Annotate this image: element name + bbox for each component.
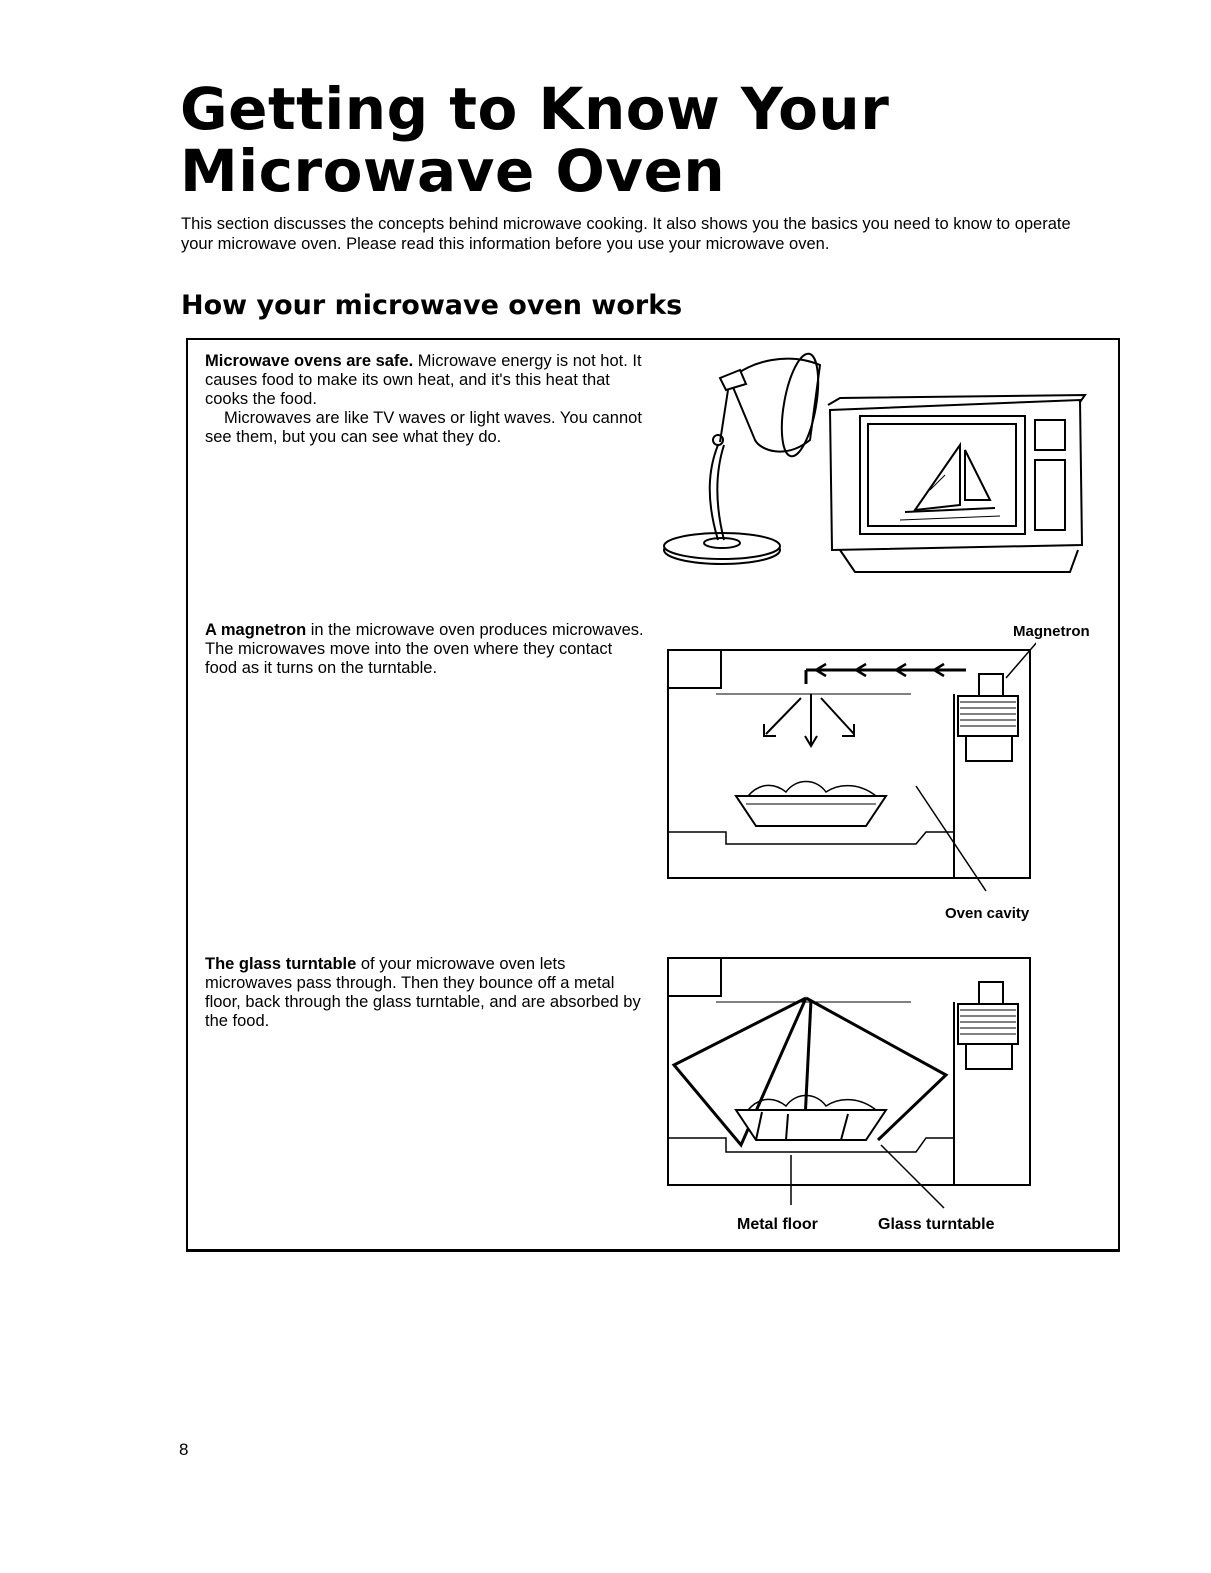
oven-cavity-label: Oven cavity <box>945 905 1030 922</box>
lamp-and-tv-illustration <box>660 350 1100 585</box>
magnetron-illustration <box>666 636 1036 906</box>
page-number: 8 <box>179 1440 189 1459</box>
page-title-line-1: Getting to Know Your <box>180 75 890 143</box>
magnetron-paragraph <box>205 621 645 678</box>
turntable-text: of your microwave oven lets microwaves pass through. Then they bounce off a metal floor, back through the glass turntable, and are absorbed by the food. <box>205 955 641 1030</box>
turntable-paragraph <box>205 955 645 1031</box>
intro-paragraph: This section discusses the concepts behind microwave cooking. It also shows you the basics you need to know to operate your microwave oven. Please read this information before you use your microwave oven. <box>181 215 1071 253</box>
safety-lead: Microwave ovens are safe. <box>205 352 414 370</box>
metal-floor-label: Metal floor <box>737 1216 818 1233</box>
turntable-lead: The glass turntable <box>205 955 357 973</box>
magnetron-text: in the microwave oven produces microwaves. The microwaves move into the oven where they contact food as it turns on the turntable. <box>205 621 644 677</box>
magnetron-label: Magnetron <box>1013 623 1090 640</box>
page-title <box>180 75 890 205</box>
magnetron-lead: A magnetron <box>205 621 307 639</box>
safety-text: Microwave energy is not hot. It causes food to make its own heat, and it's this heat that cooks the food. <box>205 352 642 408</box>
safety-paragraph <box>205 352 645 447</box>
section-heading: How your microwave oven works <box>181 290 683 321</box>
turntable-illustration <box>666 950 1036 1215</box>
safety-text-2: Microwaves are like TV waves or light waves. You cannot see them, but you can see what they do. <box>205 409 642 446</box>
page-title-line-2: Microwave Oven <box>180 137 726 205</box>
glass-turntable-label: Glass turntable <box>878 1216 995 1233</box>
